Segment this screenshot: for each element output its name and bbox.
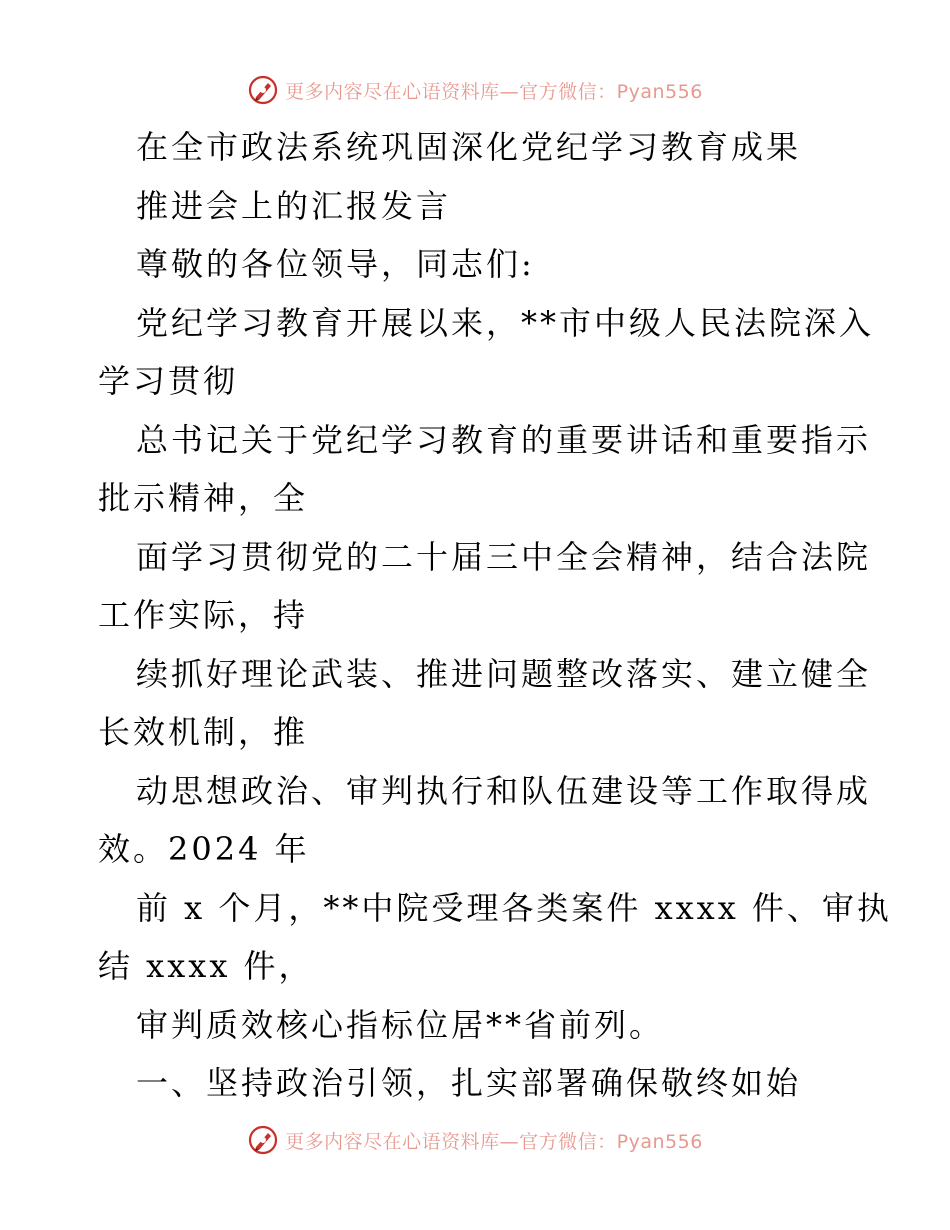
text-line: 在全市政法系统巩固深化党纪学习教育成果	[136, 128, 802, 166]
text-line: 结 xxxx 件，	[98, 947, 314, 985]
text-line: 总书记关于党纪学习教育的重要讲话和重要指示	[136, 420, 872, 459]
text-line: 续抓好理论武装、推进问题整改落实、建立健全	[136, 654, 872, 693]
pen-circle-logo-icon	[247, 74, 279, 106]
watermark-text: 更多内容尽在心语资料库—官方微信：Pyan556	[285, 1130, 703, 1153]
text-line: 一、坚持政治引领，扎实部署确保敬终如始	[136, 1064, 802, 1102]
text-line: 动思想政治、审判执行和队伍建设等工作取得成	[136, 771, 872, 810]
watermark-group	[247, 1124, 703, 1156]
text-line: 前 x 个月，**中院受理各类案件 xxxx 件、审执	[136, 888, 892, 927]
pen-circle-logo-icon	[247, 1124, 279, 1156]
text-line: 工作实际，持	[98, 596, 309, 634]
header-watermark	[0, 70, 950, 110]
text-line: 尊敬的各位领导，同志们:	[136, 245, 535, 283]
text-line: 面学习贯彻党的二十届三中全会精神，结合法院	[136, 537, 872, 576]
text-line: 效。2024 年	[98, 830, 310, 868]
footer-watermark	[0, 1120, 950, 1160]
text-line: 学习贯彻	[98, 362, 239, 400]
text-line: 党纪学习教育开展以来，**市中级人民法院深入	[136, 303, 875, 342]
text-line: 批示精神，全	[98, 479, 309, 517]
text-line: 长效机制，推	[98, 713, 309, 751]
text-line: 审判质效核心指标位居**省前列。	[136, 1005, 665, 1044]
document-body	[98, 118, 892, 1113]
text-line: 推进会上的汇报发言	[136, 186, 452, 225]
watermark-text: 更多内容尽在心语资料库—官方微信：Pyan556	[285, 80, 703, 103]
watermark-group	[247, 74, 703, 106]
